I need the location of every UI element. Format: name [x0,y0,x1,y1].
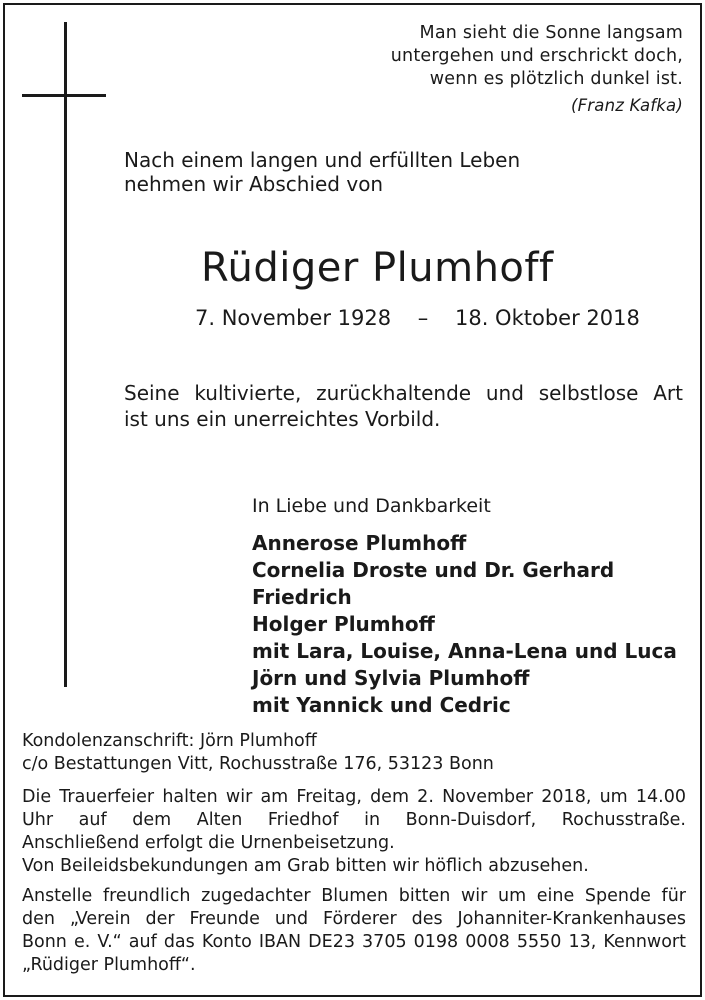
address-line: c/o Bestattungen Vitt, Rochusstraße 176, 53123 Bonn [22,754,494,774]
quote-line: untergehen und erschrickt doch, [390,46,683,66]
tribute-line: ist uns ein unerreichtes Vorbild. [124,407,441,431]
intro-text [124,148,520,196]
donation-line: Anstelle freundlich zugedachter Blumen bitten wir um eine Spende für [22,886,686,906]
mourner-line: mit Lara, Louise, Anna-Lena und Luca [252,639,677,663]
address-line: Kondolenzanschrift: Jörn Plumhoff [22,731,317,751]
ceremony-line: Anschließend erfolgt die Urnenbeisetzung. [22,833,395,853]
ceremony-line: Uhr auf dem Alten Friedhof in Bonn-Duisdorf, Rochusstraße. [22,810,686,830]
birth-date: 7. November 1928 [195,306,392,330]
ceremony-notice [22,786,686,878]
mourner-line: Annerose Plumhoff [252,531,467,555]
donation-line: den „Verein der Freunde und Förderer des Johanniter-Krankenhauses [22,909,686,929]
mourner-line: Cornelia Droste und Dr. Gerhard Friedrich [252,558,615,609]
kafka-quote [391,22,683,117]
quote-line: wenn es plötzlich dunkel ist. [429,69,683,89]
death-date: 18. Oktober 2018 [454,306,640,330]
condolence-address [22,730,686,776]
donation-notice [22,885,686,977]
quote-line: Man sieht die Sonne langsam [419,23,683,43]
quote-author: (Franz Kafka) [570,96,683,115]
ceremony-line: Von Beileidsbekundungen am Grab bitten wir höflich abzusehen. [22,856,589,876]
mourners-list [252,530,705,719]
deceased-name: Rüdiger Plumhoff [201,245,554,291]
mourners-intro: In Liebe und Dankbarkeit [252,495,491,517]
ceremony-line: Die Trauerfeier halten wir am Freitag, dem 2. November 2018, um 14.00 [22,787,686,807]
intro-line: nehmen wir Abschied von [124,172,384,196]
intro-line: Nach einem langen und erfüllten Leben [124,148,521,172]
mourner-line: Holger Plumhoff [252,612,435,636]
donation-line: „Rüdiger Plumhoff“. [22,955,196,975]
tribute-line: Seine kultivierte, zurückhaltende und selbstlose Art [124,381,683,405]
cross-icon-bar [22,94,106,97]
cross-icon [64,22,67,687]
donation-line: Bonn e. V.“ auf das Konto IBAN DE23 3705 0198 0008 5550 13, Kennwort [22,932,686,952]
mourner-line: Jörn und Sylvia Plumhoff [252,666,530,690]
date-dash: – [417,306,429,330]
life-dates [195,305,640,331]
mourner-line: mit Yannick und Cedric [252,693,511,717]
tribute-text [124,380,683,432]
